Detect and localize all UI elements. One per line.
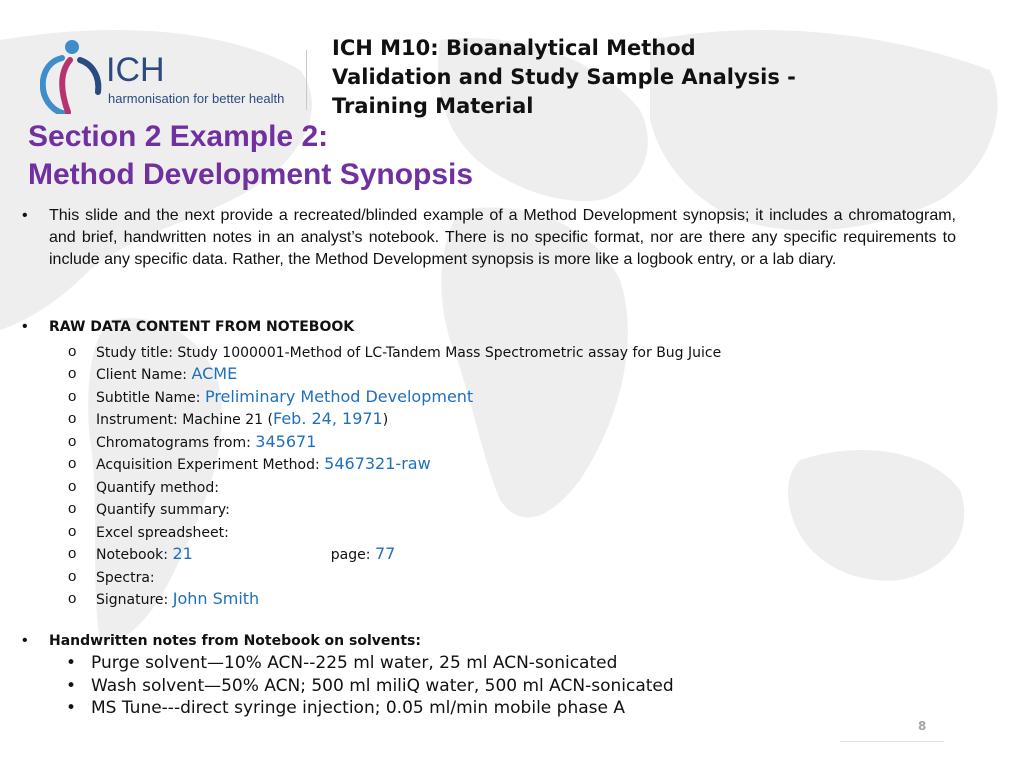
subtitle-value: Preliminary Method Development: [204, 386, 474, 406]
list-item: [66, 652, 674, 675]
circle-bullet-icon: o: [68, 567, 77, 585]
notebook-label: Notebook:: [96, 547, 168, 563]
signature-label: Signature:: [96, 592, 169, 608]
circle-bullet-icon: o: [68, 522, 77, 540]
intro-paragraph: [22, 205, 956, 271]
acquisition-value: 5467321-raw: [324, 454, 431, 473]
intro-text: This slide and the next provide a recreated/blinded example of a Method Development synopsis; it includes a chromatogram, and brief, handwritten notes in an analyst’s notebook. There is no specific format, nor are there any specific requirements to include any specific data. Rather, the Method Development synopsis is more like a logbook entry, or a lab diary.: [49, 207, 956, 268]
header-title-line-2: Validation and Study Sample Analysis -: [332, 65, 796, 89]
list-item-client: [68, 361, 721, 384]
header-title-line-1: ICH M10: Bioanalytical Method: [332, 36, 696, 60]
client-value: ACME: [191, 364, 238, 383]
quantify-method-label: Quantify method:: [96, 479, 219, 496]
solvents-heading-text: Handwritten notes from Notebook on solvents:: [49, 633, 421, 649]
chromatograms-value: 345671: [255, 431, 317, 451]
instrument-label: Instrument: Machine 21 (: [96, 412, 273, 428]
signature-value: John Smith: [172, 589, 260, 608]
quantify-summary-label: Quantify summary:: [96, 502, 230, 518]
list-item-signature: [68, 586, 721, 609]
list-item-study-title: [68, 338, 721, 361]
circle-bullet-icon: o: [68, 410, 77, 427]
logo-tagline: harmonisation for better health: [108, 91, 285, 106]
raw-data-heading-text: RAW DATA CONTENT FROM NOTEBOOK: [49, 319, 355, 335]
circle-bullet-icon: o: [68, 387, 77, 405]
acquisition-label: Acquisition Experiment Method:: [96, 457, 320, 473]
excel-label: Excel spreadsheet:: [96, 524, 229, 541]
list-item-quantify-method: [68, 473, 721, 496]
list-item: [66, 675, 674, 698]
header-title: [332, 34, 852, 121]
study-title-text: Study title: Study 1000001-Method of LC-Tandem Mass Spectrometric assay for Bug Juice: [96, 344, 722, 361]
slide-title-line-2: Method Development Synopsis: [28, 158, 474, 191]
circle-bullet-icon: o: [68, 455, 77, 472]
circle-bullet-icon: o: [68, 477, 77, 495]
list-item-notebook: [68, 541, 721, 564]
bullet-icon: •: [66, 653, 77, 674]
list-item-excel: [68, 518, 721, 541]
solvents-list: [66, 652, 674, 720]
solvent-text: Purge solvent—10% ACN--225 ml water, 25 ml ACN-sonicated: [91, 653, 618, 674]
slide-title: [28, 118, 473, 194]
circle-bullet-icon: o: [68, 365, 77, 382]
bullet-icon: •: [66, 698, 77, 719]
list-item-instrument: [68, 406, 721, 429]
list-item-subtitle: [68, 383, 721, 406]
list-item-quantify-summary: [68, 496, 721, 519]
spectra-label: Spectra:: [96, 569, 155, 586]
bullet-icon: •: [66, 675, 77, 696]
chromatograms-label: Chromatograms from:: [96, 434, 251, 451]
circle-bullet-icon: o: [68, 432, 77, 450]
solvents-heading: [22, 631, 421, 651]
circle-bullet-icon: o: [68, 590, 77, 607]
circle-bullet-icon: o: [68, 500, 77, 517]
ich-logo: [40, 38, 302, 114]
header-title-line-3: Training Material: [332, 94, 534, 118]
page-number: 8: [918, 719, 927, 733]
slide-title-line-1: Section 2 Example 2:: [28, 120, 329, 153]
instrument-date: Feb. 24, 1971: [272, 409, 383, 428]
instrument-close: ): [382, 412, 389, 428]
bullet-icon: •: [22, 207, 28, 224]
list-item-chromatograms: [68, 428, 721, 451]
list-item-acquisition: [68, 451, 721, 474]
page-value: 77: [374, 544, 396, 563]
subtitle-label: Subtitle Name:: [96, 389, 201, 406]
list-item: [66, 697, 674, 720]
raw-data-heading: [22, 317, 354, 337]
circle-bullet-icon: o: [68, 545, 77, 562]
bullet-icon: •: [22, 632, 28, 649]
solvent-text: MS Tune---direct syringe injection; 0.05 ml/min mobile phase A: [91, 698, 625, 719]
list-item-spectra: [68, 563, 721, 586]
raw-data-list: [68, 338, 721, 608]
notebook-value: 21: [172, 544, 193, 563]
page-label: page:: [330, 547, 371, 563]
page-number-rule: [840, 741, 944, 742]
logo-brand: ICH: [106, 51, 165, 89]
client-label: Client Name:: [96, 367, 187, 383]
circle-bullet-icon: o: [68, 342, 77, 360]
bullet-icon: •: [22, 318, 28, 335]
solvent-text: Wash solvent—50% ACN; 500 ml miliQ water, 500 ml ACN-sonicated: [91, 675, 674, 696]
logo-divider: [306, 50, 307, 110]
